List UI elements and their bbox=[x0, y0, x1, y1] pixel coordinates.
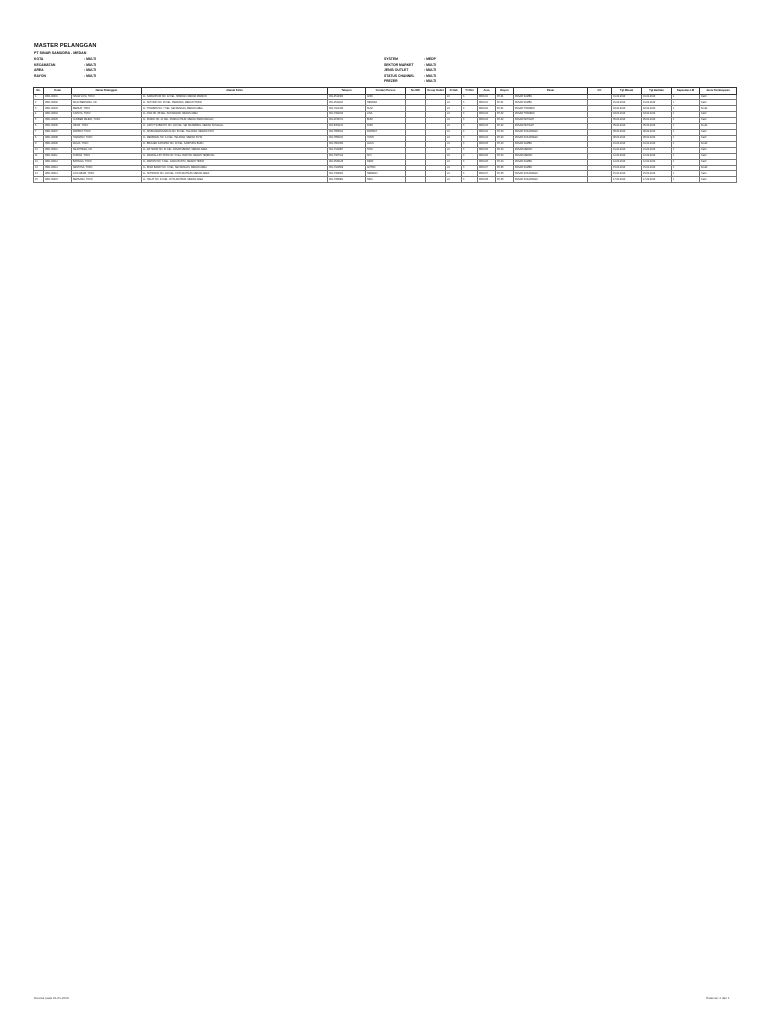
table-cell: RY-04 bbox=[496, 153, 514, 159]
table-cell: 5 bbox=[34, 118, 44, 124]
filter-block-right bbox=[384, 57, 436, 85]
table-cell: BERKAT, TOKO bbox=[72, 106, 142, 112]
column-header: Jenis Pembayaran bbox=[700, 88, 737, 95]
table-cell: MDN-06 bbox=[478, 153, 496, 159]
table-cell: MDN-08 bbox=[478, 177, 496, 183]
table-cell bbox=[588, 177, 612, 183]
table-cell: JL. BRIGJEN KATAMSO NO. 19 KEL. KAMPUNG BARU bbox=[142, 141, 328, 147]
table-cell: MDN-06 bbox=[478, 159, 496, 165]
table-cell: 01-02-2010 bbox=[642, 100, 672, 106]
table-cell: 10-02-2010 bbox=[612, 147, 642, 153]
table-cell: RY-03 bbox=[496, 135, 514, 141]
table-cell: 3 bbox=[34, 106, 44, 112]
table-cell: RY-01 bbox=[496, 106, 514, 112]
table-cell: PASAR SAMBU bbox=[514, 100, 588, 106]
table-cell: 10-02-2010 bbox=[642, 141, 672, 147]
table-cell: 061-4531102 bbox=[328, 100, 366, 106]
table-cell: PASAR SAMBU bbox=[514, 94, 588, 100]
page-number: Halaman 1 dari 1 bbox=[706, 996, 730, 1000]
table-body bbox=[34, 94, 737, 183]
table-cell: Cash bbox=[700, 171, 737, 177]
table-cell: HERMAN bbox=[366, 171, 406, 177]
table-cell: RY-04 bbox=[496, 159, 514, 165]
table-cell: MDN-01 bbox=[478, 100, 496, 106]
table-cell: 1 bbox=[672, 165, 700, 171]
table-cell: JL. PANDU NO. 21 KEL. PANDAU HILIR, MEDAN PERJUANGAN bbox=[142, 118, 328, 124]
table-cell: JL. SUTRISNO NO. 120 KEL. KOTA MATSUM, MEDAN AREA bbox=[142, 171, 328, 177]
table-cell: 061-7341987 bbox=[328, 147, 366, 153]
table-cell bbox=[406, 177, 426, 183]
table-cell: JL. SAMANHUDI NO. 12 KEL. HAMDAN, MEDAN MAIMUN bbox=[142, 94, 328, 100]
table-cell: 061-7850914 bbox=[328, 130, 366, 136]
table-cell: 0951-00014 bbox=[44, 171, 72, 177]
table-cell: MDN-07 bbox=[478, 165, 496, 171]
table-cell: 0951-00012 bbox=[44, 159, 72, 165]
table-cell: 3 bbox=[462, 147, 478, 153]
table-cell: Cash bbox=[700, 159, 737, 165]
filter-block-left bbox=[34, 57, 96, 79]
filter-label: FREZER bbox=[384, 79, 398, 84]
table-cell: MDN-05 bbox=[478, 147, 496, 153]
table-cell: 0951-00004 bbox=[44, 112, 72, 118]
filter-value: : MULTI bbox=[84, 62, 97, 67]
table-cell: LC bbox=[446, 112, 462, 118]
table-cell: SENTOSA, TOKO bbox=[72, 165, 142, 171]
table-cell: LC bbox=[446, 130, 462, 136]
table-cell: Cash bbox=[700, 100, 737, 106]
table-cell: RAHMAT bbox=[366, 130, 406, 136]
column-header: Pasar bbox=[514, 88, 588, 95]
table-cell: 0951-00002 bbox=[44, 100, 72, 106]
table-cell: Cash bbox=[700, 153, 737, 159]
filter-label: AREA bbox=[34, 68, 44, 73]
table-cell: 03-02-2010 bbox=[612, 112, 642, 118]
table-cell: AGUS bbox=[366, 141, 406, 147]
table-cell: 12-02-2010 bbox=[612, 153, 642, 159]
filter-value: : MULTI bbox=[84, 57, 97, 61]
table-cell: Cash bbox=[700, 94, 737, 100]
table-cell: 3 bbox=[462, 130, 478, 136]
table-cell: 1 bbox=[672, 177, 700, 183]
table-cell: MDN-04 bbox=[478, 130, 496, 136]
table-cell: Kredit bbox=[700, 106, 737, 112]
column-header: Jt Oab bbox=[446, 88, 462, 95]
filter-label: RAYON bbox=[34, 73, 46, 78]
table-cell: SITI bbox=[366, 153, 406, 159]
table-cell: LC bbox=[446, 135, 462, 141]
table-cell: MDN-03 bbox=[478, 118, 496, 124]
table-cell: DEWI bbox=[366, 159, 406, 165]
table-cell: LC bbox=[446, 147, 462, 153]
table-cell: 3 bbox=[462, 171, 478, 177]
table-cell: 061-7861450 bbox=[328, 141, 366, 147]
table-cell: JL. MAHONI NO. 3 KEL. GANG BUNTU, MEDAN TIMUR bbox=[142, 159, 328, 165]
table-cell: TONI bbox=[366, 147, 406, 153]
table-cell: 08-02-2010 bbox=[642, 135, 672, 141]
table-cell: BERSAMA, TOKO bbox=[72, 177, 142, 183]
table-cell: 0951-00011 bbox=[44, 153, 72, 159]
table-cell: 0951-00005 bbox=[44, 118, 72, 124]
table-cell: Kredit bbox=[700, 141, 737, 147]
table-cell: 1 bbox=[672, 171, 700, 177]
table-cell: LC bbox=[446, 159, 462, 165]
table-cell: JAYA ABADI, TOKO bbox=[72, 171, 142, 177]
table-cell: LC bbox=[446, 94, 462, 100]
table-cell: 8 bbox=[34, 135, 44, 141]
company-name: PT SINAR SAMUDRA - MEDAN bbox=[34, 51, 87, 55]
table-cell: 17-02-2010 bbox=[642, 177, 672, 183]
column-header: Tgl Masuk bbox=[612, 88, 642, 95]
table-cell: YANTI bbox=[366, 135, 406, 141]
table-cell: PASAR SUKARAMAI bbox=[514, 130, 588, 136]
table-cell: 03-02-2010 bbox=[612, 106, 642, 112]
table-cell: LC bbox=[446, 171, 462, 177]
table-cell: 1 bbox=[672, 100, 700, 106]
table-cell: Cash bbox=[700, 130, 737, 136]
table-cell: 12 bbox=[34, 159, 44, 165]
table-cell: ANDI bbox=[366, 94, 406, 100]
table-cell: 01-02-2010 bbox=[642, 94, 672, 100]
table-cell: 3 bbox=[462, 118, 478, 124]
table-cell: 3 bbox=[462, 177, 478, 183]
table-cell: 3 bbox=[462, 165, 478, 171]
table-cell: 061-7850231 bbox=[328, 135, 366, 141]
table-cell: 1 bbox=[672, 130, 700, 136]
table-cell: RY-05 bbox=[496, 177, 514, 183]
table-cell: JL. ASIA NO. 88 KEL. SUKARAMAI, MEDAN AREA bbox=[142, 112, 328, 118]
table-cell: 0951-00007 bbox=[44, 130, 72, 136]
table-cell: 0951-00015 bbox=[44, 177, 72, 183]
table-cell: 0951-00010 bbox=[44, 147, 72, 153]
table-cell: 4 bbox=[34, 112, 44, 118]
table-cell: 0951-00009 bbox=[44, 141, 72, 147]
table-cell: PASAR MERAH bbox=[514, 147, 588, 153]
table-cell: PASAR SAMBU bbox=[514, 159, 588, 165]
table-cell: 1 bbox=[672, 124, 700, 130]
table-cell: 061-7321445 bbox=[328, 106, 366, 112]
table-cell: MDN-02 bbox=[478, 112, 496, 118]
filter-label: JENIS OUTLET bbox=[384, 68, 409, 73]
table-cell: ANTON bbox=[366, 165, 406, 171]
table-cell: Kredit bbox=[700, 165, 737, 171]
table-row bbox=[34, 177, 737, 183]
table-cell: 13 bbox=[34, 165, 44, 171]
table-cell: MULIA, TOKO bbox=[72, 141, 142, 147]
table-cell: 12-02-2010 bbox=[642, 159, 672, 165]
table-cell: 1 bbox=[672, 153, 700, 159]
table-cell: SUSI bbox=[366, 106, 406, 112]
filter-value: : MULTI bbox=[84, 68, 97, 73]
table-cell: BUDI bbox=[366, 118, 406, 124]
table-cell: 3 bbox=[462, 124, 478, 130]
table-cell: 061-4530128 bbox=[328, 159, 366, 165]
table-cell: LC bbox=[446, 124, 462, 130]
table-cell: HENDRA bbox=[366, 100, 406, 106]
column-header: Group Outlet bbox=[427, 89, 444, 93]
table-cell: PASAR PETISAH bbox=[514, 124, 588, 130]
print-info: Dicetak pada 01-01-2010 bbox=[34, 996, 69, 1000]
column-header: Tr Dtm bbox=[462, 88, 478, 95]
table-cell: 12-02-2010 bbox=[642, 153, 672, 159]
table-cell: LC bbox=[446, 153, 462, 159]
table-cell: MDN-05 bbox=[478, 141, 496, 147]
table-cell: LC bbox=[446, 118, 462, 124]
table-cell: LC bbox=[446, 106, 462, 112]
table-cell: 3 bbox=[462, 112, 478, 118]
table-cell: 061-4156721 bbox=[328, 118, 366, 124]
table-cell: 1 bbox=[672, 118, 700, 124]
table-cell: 01-02-2010 bbox=[612, 94, 642, 100]
table-cell: 1 bbox=[34, 94, 44, 100]
table-cell: NINA bbox=[366, 177, 406, 183]
table-cell: 0951-00008 bbox=[44, 135, 72, 141]
filter-value: : MULTI bbox=[424, 62, 437, 67]
table-cell: JL. SUTOMO NO. 45 KEL. PERDANA, MEDAN TIMUR bbox=[142, 100, 328, 106]
filter-value: : MULTI bbox=[84, 73, 97, 78]
table-cell: KURNIA, TOKO bbox=[72, 153, 142, 159]
table-cell: RY-02 bbox=[496, 124, 514, 130]
table-cell: RAHMAT, TOKO bbox=[72, 130, 142, 136]
table-cell: JL. GATOT SUBROTO NO. 102 KEL. SEI SIKAMBING, MEDAN SUNGGAL bbox=[142, 124, 328, 130]
table-cell: 3 bbox=[462, 106, 478, 112]
table-cell: 061-7324509 bbox=[328, 165, 366, 171]
table-cell: JL. MEMORIAL NO. 14 KEL. TELADAN, MEDAN KOTA bbox=[142, 135, 328, 141]
column-header: Telepon bbox=[328, 88, 366, 95]
filter-label: KECAMATAN bbox=[34, 62, 56, 67]
table-cell: Cash bbox=[700, 112, 737, 118]
table-cell: RY-04 bbox=[496, 147, 514, 153]
table-cell: PASAR SUKARAMAI bbox=[514, 135, 588, 141]
table-cell: PASAR THAMRIN bbox=[514, 106, 588, 112]
table-cell: 1 bbox=[672, 159, 700, 165]
table-cell: RY-02 bbox=[496, 118, 514, 124]
table-cell: 6 bbox=[34, 124, 44, 130]
table-cell: 0951-00006 bbox=[44, 124, 72, 130]
table-cell: 12-02-2010 bbox=[612, 159, 642, 165]
column-header: No NIK bbox=[406, 88, 426, 95]
table-cell: CAHAYA, TOKO bbox=[72, 112, 142, 118]
table-cell: 7 bbox=[34, 130, 44, 136]
table-cell: Cash bbox=[700, 177, 737, 183]
table-cell: 15-02-2010 bbox=[642, 171, 672, 177]
column-header: Tgl Berlaku bbox=[642, 88, 672, 95]
customer-table bbox=[33, 87, 737, 183]
table-cell: RY-01 bbox=[496, 100, 514, 106]
table-cell: 3 bbox=[462, 159, 478, 165]
table-cell: 15-02-2010 bbox=[612, 165, 642, 171]
table-cell: 0951-00003 bbox=[44, 106, 72, 112]
table-cell: 01-02-2010 bbox=[612, 100, 642, 106]
table-cell: 15-02-2010 bbox=[642, 165, 672, 171]
table-cell: MDN-07 bbox=[478, 171, 496, 177]
column-header: Kapasitas LM bbox=[672, 88, 700, 95]
filter-value: : MULTI bbox=[424, 73, 437, 78]
table-cell: MAJU BERSAMA, UD bbox=[72, 100, 142, 106]
table-cell: SEJAHTERA, UD bbox=[72, 147, 142, 153]
table-cell: 14 bbox=[34, 171, 44, 177]
table-cell: MDN-02 bbox=[478, 106, 496, 112]
table-cell: 3 bbox=[462, 94, 478, 100]
filter-label: STATUS CHANNEL bbox=[384, 73, 415, 78]
table-cell: 11 bbox=[34, 153, 44, 159]
report-title: MASTER PELANGGAN bbox=[34, 43, 97, 49]
table-cell: RY-03 bbox=[496, 141, 514, 147]
table-cell: MDN-04 bbox=[478, 135, 496, 141]
filter-label: KOTA bbox=[34, 57, 44, 61]
table-cell: 3 bbox=[462, 135, 478, 141]
table-cell: LC bbox=[446, 177, 462, 183]
table-cell: PASAR SAMBU bbox=[514, 165, 588, 171]
table-cell: LC bbox=[446, 100, 462, 106]
table-cell: PASAR MERAH bbox=[514, 153, 588, 159]
table-cell: 1 bbox=[672, 94, 700, 100]
table-cell: 10-02-2010 bbox=[612, 141, 642, 147]
table-cell: 08-02-2010 bbox=[612, 130, 642, 136]
table-cell: 15 bbox=[34, 177, 44, 183]
table-cell: 03-02-2010 bbox=[642, 106, 672, 112]
table-cell: 17-02-2010 bbox=[612, 177, 642, 183]
table-cell: 10 bbox=[34, 147, 44, 153]
filter-value: : MULTI bbox=[424, 68, 437, 73]
table-cell: JL. HALAT NO. 44 KEL. KOTA MATSUM, MEDAN AREA bbox=[142, 177, 328, 183]
table-cell: BAHAGIA, TOKO bbox=[72, 159, 142, 165]
table-cell: 061-4512300 bbox=[328, 94, 366, 100]
table-cell bbox=[426, 177, 446, 183]
table-cell: PASAR PETISAH bbox=[514, 118, 588, 124]
table-cell: JL. MANDALA BY PASS NO. 5 KEL. BANTAN, MEDAN TEMBUNG bbox=[142, 153, 328, 159]
table-cell: Cash bbox=[700, 118, 737, 124]
table-cell: JL. AR HAKIM NO. 31 KEL. PASAR MERAH, MEDAN AREA bbox=[142, 147, 328, 153]
filter-row bbox=[34, 74, 96, 80]
table-cell: LC bbox=[446, 165, 462, 171]
table-cell: RY-01 bbox=[496, 94, 514, 100]
table-cell: 061-7362010 bbox=[328, 112, 366, 118]
table-cell: ABADI, TOKO bbox=[72, 124, 142, 130]
filter-value: : MEDP bbox=[424, 57, 436, 61]
table-cell: 08-02-2010 bbox=[642, 130, 672, 136]
table-cell: MDN-03 bbox=[478, 124, 496, 130]
column-header: No. bbox=[34, 88, 44, 95]
table-cell: RY-05 bbox=[496, 165, 514, 171]
table-cell: RY-03 bbox=[496, 130, 514, 136]
column-header: Kode bbox=[44, 88, 72, 95]
column-header: Area bbox=[478, 88, 496, 95]
column-header: Contact Person bbox=[366, 88, 406, 95]
table-cell: 061-7366002 bbox=[328, 171, 366, 177]
table-cell: 0951-00013 bbox=[44, 165, 72, 171]
table-cell: 2 bbox=[34, 100, 44, 106]
column-header: Alamat Kirim bbox=[142, 88, 328, 95]
table-cell: PASAR SAMBU bbox=[514, 141, 588, 147]
table-cell: 15-02-2010 bbox=[612, 171, 642, 177]
filter-label: SEKTOR MARKET bbox=[384, 62, 414, 67]
column-header: Rayon bbox=[496, 88, 514, 95]
table-cell: 10-02-2010 bbox=[642, 147, 672, 153]
table-cell: 3 bbox=[462, 141, 478, 147]
table-cell: 03-02-2010 bbox=[642, 112, 672, 118]
table-cell: RUDI bbox=[366, 124, 406, 130]
table-cell: 1 bbox=[672, 106, 700, 112]
table-cell: 061-8451132 bbox=[328, 124, 366, 130]
table-cell: 05-02-2010 bbox=[612, 118, 642, 124]
table-cell: 061-7367412 bbox=[328, 153, 366, 159]
table-cell: 1 bbox=[672, 141, 700, 147]
table-cell: 3 bbox=[462, 153, 478, 159]
table-cell: 05-02-2010 bbox=[612, 124, 642, 130]
table-cell: RY-05 bbox=[496, 171, 514, 177]
table-cell: 0951-00001 bbox=[44, 94, 72, 100]
table-cell: SINAR JAYA, TOKO bbox=[72, 94, 142, 100]
table-cell: 05-02-2010 bbox=[642, 124, 672, 130]
column-header: Nama Pelanggan bbox=[72, 88, 142, 95]
table-cell: 1 bbox=[672, 147, 700, 153]
table-cell: JL. THAMRIN NO. 7 KEL. SEI RENGAS, MEDAN AREA bbox=[142, 106, 328, 112]
table-cell: MDN-01 bbox=[478, 94, 496, 100]
table-cell: JL. IRIAN BARAT NO. 9 KEL. SEI RENGAS, MEDAN AREA bbox=[142, 165, 328, 171]
filter-value: : MULTI bbox=[424, 79, 437, 84]
table-cell: JL. SISINGAMANGARAJA NO. 66 KEL. TELADAN, MEDAN KOTA bbox=[142, 130, 328, 136]
table-cell: PASAR THAMRIN bbox=[514, 112, 588, 118]
table-cell: SUMBER REJEKI, TOKO bbox=[72, 118, 142, 124]
table-cell: 05-02-2010 bbox=[642, 118, 672, 124]
table-cell: 9 bbox=[34, 141, 44, 147]
table-cell: 1 bbox=[672, 112, 700, 118]
table-cell: 3 bbox=[462, 100, 478, 106]
table-cell: LC bbox=[446, 141, 462, 147]
table-cell: LINA bbox=[366, 112, 406, 118]
table-cell: PASAR SUKARAMAI bbox=[514, 171, 588, 177]
table-cell: PASAR SUKARAMAI bbox=[514, 177, 588, 183]
table-cell: Kredit bbox=[700, 124, 737, 130]
table-cell: HARAPAN, TOKO bbox=[72, 135, 142, 141]
table-cell: Cash bbox=[700, 135, 737, 141]
table-cell: 1 bbox=[672, 135, 700, 141]
table-cell: Cash bbox=[700, 147, 737, 153]
column-header: CC bbox=[588, 88, 612, 95]
table-cell: RY-02 bbox=[496, 112, 514, 118]
table-cell: 061-7350981 bbox=[328, 177, 366, 183]
filter-row bbox=[384, 79, 436, 85]
filter-label: SYSTEM bbox=[384, 57, 398, 61]
table-cell: 08-02-2010 bbox=[612, 135, 642, 141]
